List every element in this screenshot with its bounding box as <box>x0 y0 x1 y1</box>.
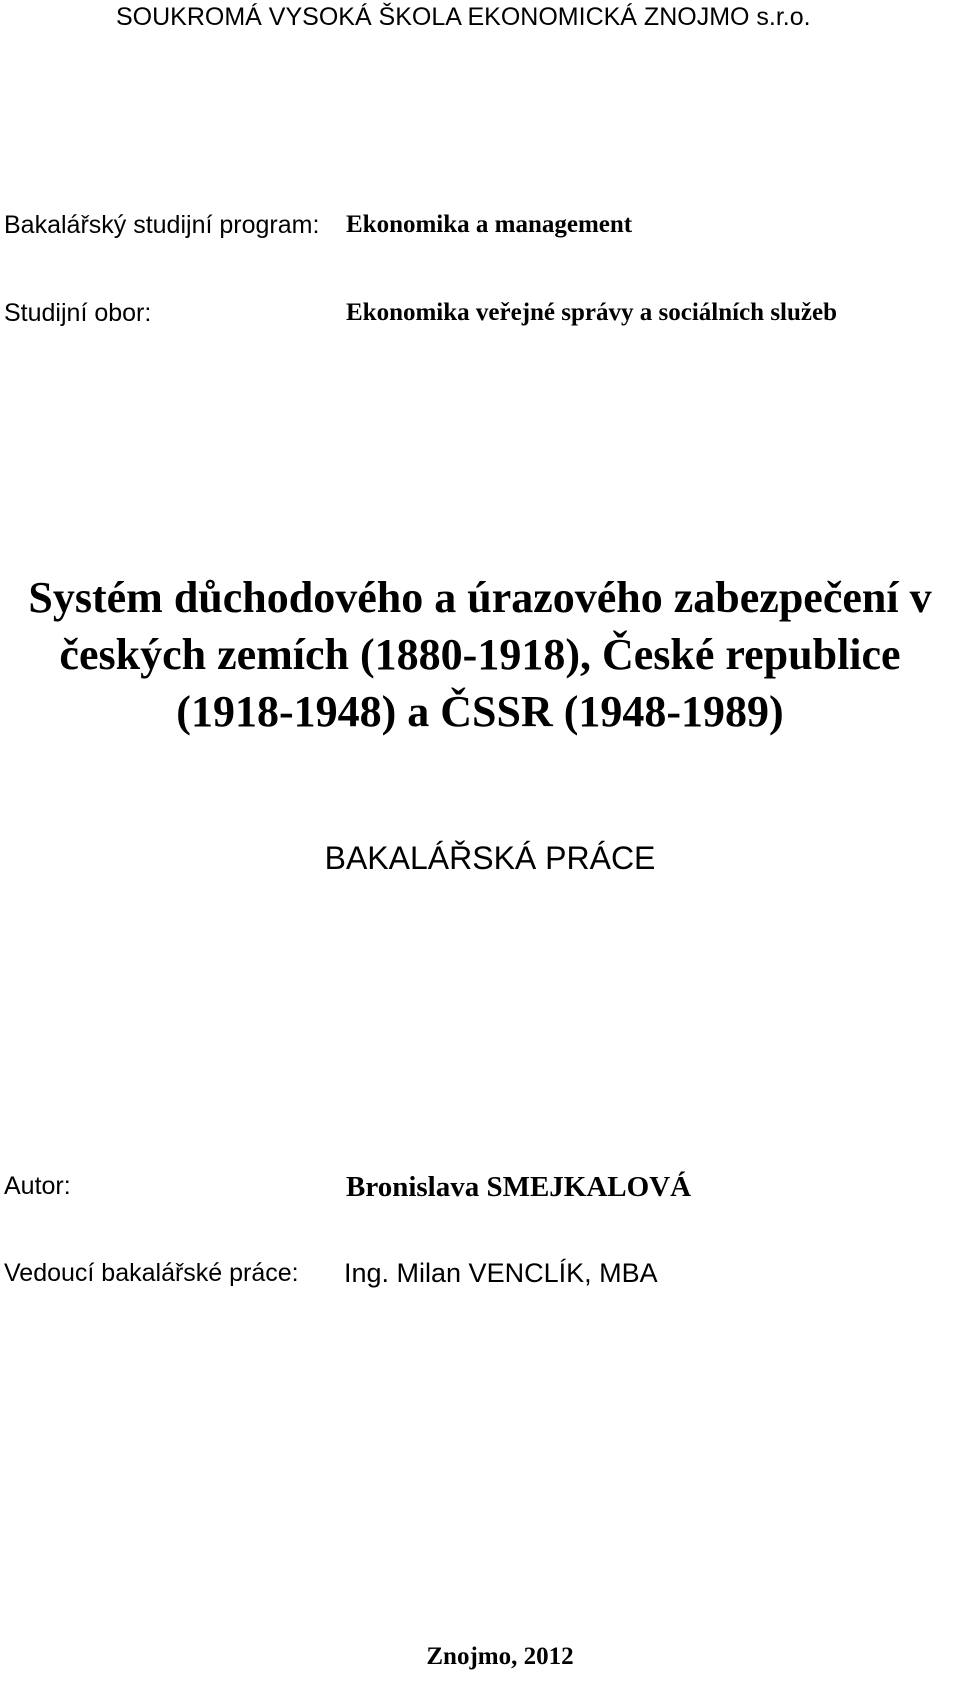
supervisor-name: Ing. Milan VENCLÍK, MBA <box>344 1258 658 1288</box>
study-program-value: Ekonomika a management <box>346 211 633 238</box>
thesis-title <box>0 569 960 740</box>
study-field-label: Studijní obor: <box>4 299 152 327</box>
place-and-date: Znojmo, 2012 <box>426 1643 574 1670</box>
study-program-label: Bakalářský studijní program: <box>4 211 320 239</box>
thesis-title-line-2: českých zemích (1880-1918), České republice <box>59 630 901 679</box>
study-field-value: Ekonomika veřejné správy a sociálních služeb <box>346 299 837 326</box>
author-label: Autor: <box>4 1172 71 1200</box>
supervisor-label: Vedoucí bakalářské práce: <box>4 1259 299 1287</box>
thesis-title-line-3: (1918-1948) a ČSSR (1948-1989) <box>176 687 784 736</box>
thesis-type: BAKALÁŘSKÁ PRÁCE <box>324 840 656 876</box>
thesis-title-line-1: Systém důchodového a úrazového zabezpečení v <box>28 573 932 622</box>
school-name: SOUKROMÁ VYSOKÁ ŠKOLA EKONOMICKÁ ZNOJMO s.r.o. <box>116 3 811 31</box>
author-name: Bronislava SMEJKALOVÁ <box>346 1171 692 1203</box>
